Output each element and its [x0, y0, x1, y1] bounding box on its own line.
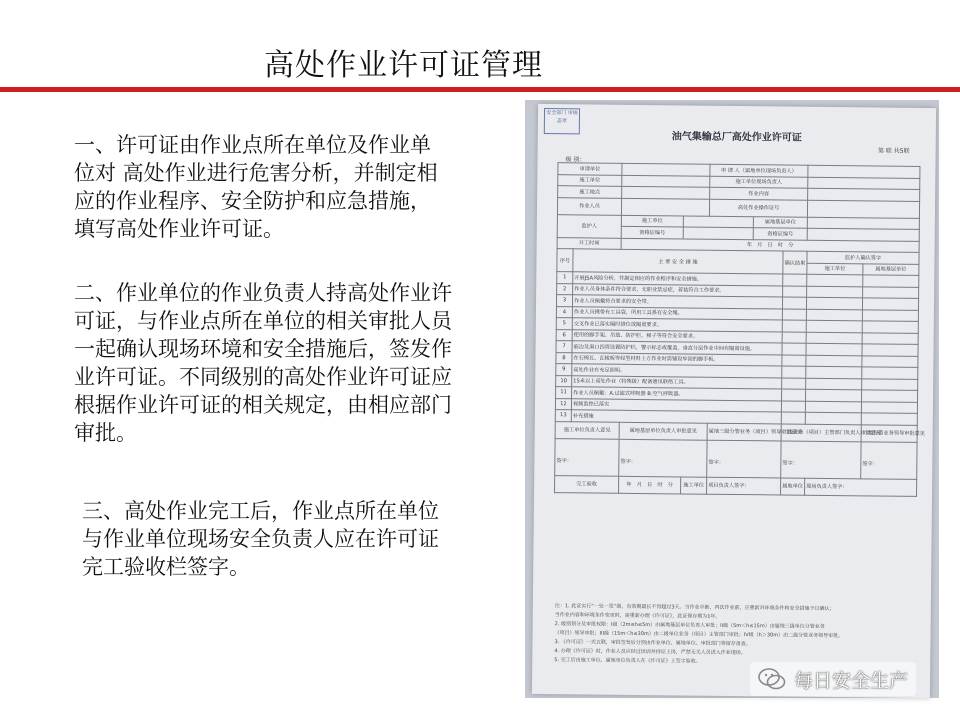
measure-sign-cell — [806, 320, 862, 332]
form-cell: 属地基层单位 — [863, 263, 919, 275]
measure-sign-cell — [862, 378, 918, 390]
form-cell: 确认结果 — [783, 251, 807, 274]
form-cell — [707, 440, 781, 478]
form-title: 油气集输总厂高处作业许可证 — [671, 131, 802, 144]
wechat-icon — [758, 667, 786, 691]
measure-confirm-cell — [781, 400, 805, 412]
form-cell: 施工单位现场负责人 — [710, 176, 808, 189]
form-cell: 现场负责人签字： — [805, 478, 917, 496]
measure-no: 11 — [556, 387, 572, 399]
page-title: 高处作业许可证管理 — [264, 48, 543, 83]
form-cell: 施工单位负责人意见 — [555, 421, 619, 439]
form-cell: 年 月 日 时 分 — [619, 476, 681, 494]
measure-text: 作业人员佩戴：A.过滤式呼吸器 B.空气呼吸器。 — [572, 387, 782, 401]
sign-label: 签字： — [782, 460, 798, 467]
form-notes — [554, 602, 911, 669]
measure-text: 交叉作业已落实隔时错位或隔离要求。 — [572, 318, 782, 332]
measure-confirm-cell — [782, 366, 806, 378]
measure-confirm-cell — [782, 332, 806, 344]
form-row — [555, 475, 917, 496]
form-cell: 施工地点 — [558, 186, 622, 198]
permit-form-paper — [532, 104, 936, 698]
form-cell — [683, 227, 753, 239]
measure-sign-cell — [806, 378, 862, 390]
measure-confirm-cell — [782, 309, 806, 321]
note-line: 3. 《许可证》一式五联，审批签发后分别由作业单位、属地单位、审批部门等留存备查。 — [554, 639, 751, 648]
measure-sign-cell — [806, 332, 862, 344]
form-cell — [622, 163, 710, 175]
measure-sign-cell — [805, 412, 861, 424]
measure-confirm-cell — [783, 274, 807, 286]
measure-no: 3 — [556, 295, 572, 307]
measure-sign-cell — [806, 355, 862, 367]
note-line: （项目）领导审批；III级（15m＜h≤30m）由二级单位业务（项目）主管部门审批；IV级（h＞30m）由二级分管业务领导审批。 — [554, 630, 844, 640]
form-cell: 资格证编号 — [753, 228, 807, 240]
watermark-text: 每日安全生产 — [794, 669, 909, 692]
form-cell: 施工单位 — [807, 263, 863, 275]
measure-sign-cell — [805, 401, 861, 413]
form-cell: 作业人员 — [557, 197, 621, 215]
form-cell — [622, 186, 710, 198]
measure-sign-cell — [806, 389, 862, 401]
paragraph-3: 三、高处作业完工后，作业点所在单位 与作业单位现场安全负责人应在许可证 完工验收栏签字。 — [82, 499, 439, 579]
measure-text: 在石棉瓦、瓦棱板等轻型材料上方作业时需铺设牢固的脚手板。 — [572, 352, 782, 366]
note-line: 2. 级别划分及审批权限：I级（2m≤h≤5m）由属地基层单位负责人审批；II级（5m＜h≤15m）由属地三级单位分管业务 — [554, 621, 825, 630]
measure-confirm-cell — [781, 412, 805, 424]
measure-confirm-cell — [782, 389, 806, 401]
measure-sign-cell — [807, 274, 863, 286]
permit-form-photo — [525, 100, 939, 698]
measure-text: 15米以上高处作业（特殊级）配备通讯联络工具。 — [572, 375, 782, 389]
form-cell: 二级分管业务领导审批意见 — [861, 424, 917, 442]
measure-text: 补充措施 — [571, 410, 781, 424]
measure-text: 高处作业有充足照明。 — [572, 364, 782, 378]
form-cell — [807, 200, 919, 218]
measure-sign-cell — [862, 390, 918, 402]
measure-confirm-cell — [783, 286, 807, 298]
measure-text: 视频监控已落实 — [571, 398, 781, 412]
form-cell: 属地单位 — [781, 477, 805, 494]
measure-sign-cell — [806, 343, 862, 355]
note-line: 4. 办理《许可证》时，作业人员应经过培训并持证上岗，严禁无关人员进入作业现场。 — [554, 648, 746, 657]
permit-form-table — [554, 162, 925, 496]
form-cell: 属地三级分管业务（项目）领导审批意见 — [707, 423, 781, 441]
note-line: 注：1. 此证实行“一处一票”制，有效期最长不得超过3天。当作业中断，再次作业前，应重新对环境条件和安全措施予以确认； — [554, 603, 835, 613]
paragraph-1: 一、许可证由作业点所在单位及作业单 位对 高处作业进行危害分析，并制定相 应的作业程序、安全防护和应急措施， 填写高处作业许可证。 — [74, 133, 438, 241]
title-divider — [0, 87, 960, 92]
form-cell: 作业内容 — [710, 187, 808, 200]
form-copy-number: 第 联 共5联 — [877, 147, 910, 155]
form-level: 级 别： — [565, 156, 586, 164]
form-cell — [619, 439, 707, 477]
paragraph-2: 二、作业单位的作业负责人持高处作业许 可证，与作业点所在单位的相关审批人员 一起确认现场环境和安全措施后，签发作 业许可证。不同级别的高处作业许可证应 根据作业许可证的相关规定，由相应部门 审批。 — [74, 281, 452, 445]
sign-label: 签字： — [862, 460, 878, 468]
measure-sign-cell — [862, 355, 918, 367]
form-cell: 资格证编号 — [621, 226, 683, 238]
measure-sign-cell — [862, 321, 918, 333]
measure-text: 作业人员身体条件符合要求，无职业禁忌症，着装符合工作要求。 — [573, 283, 783, 297]
measure-sign-cell — [806, 309, 862, 321]
measure-sign-cell — [807, 286, 863, 298]
measure-sign-cell — [862, 298, 918, 310]
measure-sign-cell — [862, 309, 918, 321]
measure-no: 7 — [556, 341, 572, 353]
measure-sign-cell — [862, 332, 918, 344]
form-cell — [555, 438, 619, 476]
measure-sign-cell — [863, 275, 919, 287]
form-cell: 二级业务（项目）主管部门负责人审批意见 — [781, 423, 861, 441]
measure-no: 9 — [556, 364, 572, 376]
form-cell: 施工单位 — [681, 476, 707, 493]
measure-text: 作业人员佩戴符合要求的安全带。 — [572, 295, 782, 309]
form-cell — [781, 440, 861, 478]
form-cell: 施工单位 — [558, 174, 622, 186]
measure-confirm-cell — [782, 343, 806, 355]
approval-stamp: 安全部门 审核盖章 — [544, 108, 580, 134]
measure-confirm-cell — [782, 320, 806, 332]
form-cell: 高处作业操作证号 — [709, 199, 807, 217]
measure-sign-cell — [806, 297, 862, 309]
form-row — [555, 438, 917, 479]
measure-sign-cell — [863, 286, 919, 298]
measure-sign-cell — [861, 413, 917, 425]
measure-confirm-cell — [782, 297, 806, 309]
form-cell: 开工时间 — [557, 237, 621, 249]
sign-label: 签字： — [620, 458, 636, 465]
measure-sign-cell — [862, 367, 918, 379]
form-cell: 属地基层单位 — [753, 216, 807, 228]
measure-sign-cell — [862, 344, 918, 356]
form-cell: 监护人 — [557, 214, 621, 238]
form-cell: 主 要 安 全 措 施 — [573, 249, 783, 274]
measure-text: 作业人员携带有工具袋，所用工具系有安全绳。 — [572, 306, 782, 320]
sign-label: 签字： — [708, 459, 724, 466]
measure-no: 1 — [557, 272, 573, 284]
measure-no: 2 — [557, 283, 573, 295]
form-cell: 施工单位 — [621, 215, 683, 227]
form-cell — [622, 175, 710, 187]
wechat-watermark — [750, 662, 916, 696]
form-cell: 申 请 人（属地单位现场负责人） — [710, 164, 808, 177]
form-cell: 项目负责人签字： — [707, 477, 781, 495]
measure-no: 8 — [556, 352, 572, 364]
measure-no: 6 — [556, 329, 572, 341]
form-cell: 申请单位 — [558, 163, 622, 175]
measure-no: 13 — [555, 410, 571, 422]
form-cell: 年 月 日 时 分 — [621, 238, 919, 253]
note-line: 当作业内容和环境条件变更时，需重新办理《许可证》，此证保存期为1年。 — [554, 612, 721, 620]
form-cell — [683, 215, 753, 227]
measure-sign-cell — [861, 401, 917, 413]
measure-text: 临边及洞口四周设置防护栏，警示标志或覆盖，垂直分层作业中间有隔离设施。 — [572, 341, 782, 355]
sign-label: 签字： — [556, 457, 572, 464]
note-line: 5. 完工后由施工单位、属地单位负责人在《许可证》上签字验收。 — [554, 657, 701, 665]
form-cell: 序号 — [557, 249, 573, 272]
measure-no: 12 — [555, 398, 571, 410]
measure-no: 5 — [556, 318, 572, 330]
measure-text: 使用的脚手架、吊篮、防护栏、梯子等符合安全要求。 — [572, 329, 782, 343]
measure-no: 4 — [556, 306, 572, 318]
form-row — [557, 249, 919, 264]
measure-text: 开展JSA风险分析，并制定相应的作业程序和安全措施。 — [573, 272, 783, 286]
measure-confirm-cell — [782, 355, 806, 367]
form-cell: 属地基层单位负责人审批意见 — [619, 422, 707, 440]
form-cell — [861, 441, 917, 479]
measure-no: 10 — [556, 375, 572, 387]
measure-sign-cell — [806, 366, 862, 378]
measure-confirm-cell — [782, 377, 806, 389]
form-cell: 监护人确认签字 — [807, 251, 919, 264]
form-cell: 完工验收 — [555, 475, 619, 493]
form-cell — [621, 198, 709, 216]
